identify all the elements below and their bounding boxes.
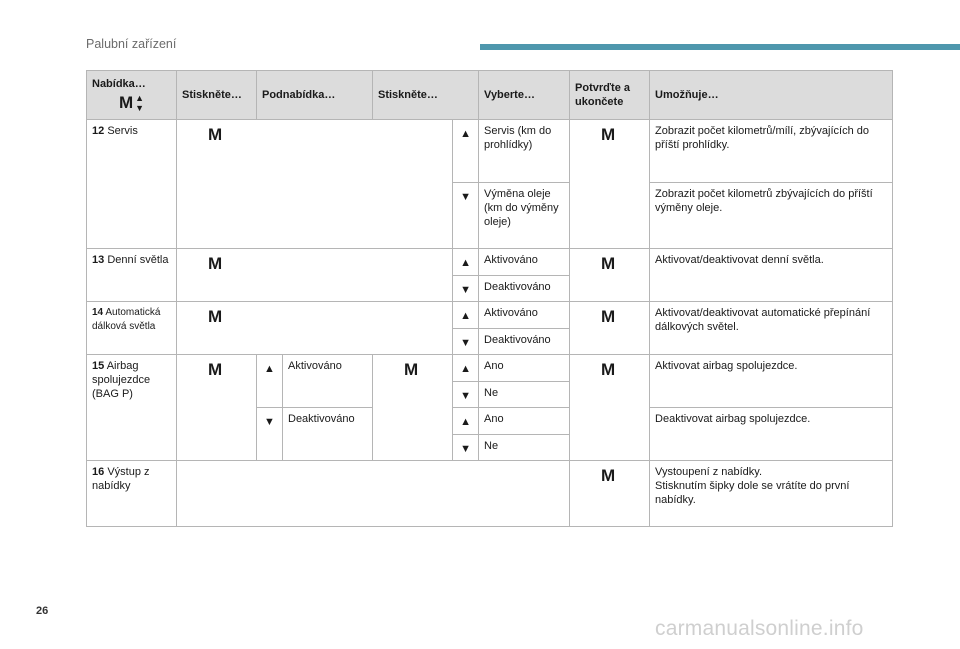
arrow-cell: [257, 355, 283, 408]
arrow-cell: [453, 183, 479, 249]
menu-label: Automatická dálková světla: [92, 307, 161, 332]
header-confirm: Potvrďte a ukončete: [570, 71, 650, 120]
down-arrow-icon: ▼: [135, 103, 145, 113]
menu-number: 15: [92, 360, 105, 372]
table-row: [87, 302, 893, 329]
header-menu-label: Nabídka…: [92, 78, 146, 90]
press-cell: [177, 120, 453, 249]
up-arrow-icon: ▲: [460, 416, 471, 428]
arrow-cell: [453, 435, 479, 461]
description-cell: Aktivovat/deaktivovat denní světla.: [650, 249, 893, 302]
header-accent-bar: [480, 44, 960, 50]
header-press-2: Stiskněte…: [373, 71, 479, 120]
empty-cell: [177, 461, 570, 527]
confirm-cell: [570, 120, 650, 249]
arrow-cell: [453, 276, 479, 302]
menu-cell-denni: [87, 249, 177, 302]
menu-table: [86, 70, 893, 527]
arrow-cell: [257, 408, 283, 461]
submenu-cell: Aktivováno: [283, 355, 373, 408]
description-cell: Deaktivovat airbag spolujezdce.: [650, 408, 893, 461]
confirm-cell: [570, 355, 650, 461]
header-select: Vyberte…: [479, 71, 570, 120]
arrow-cell: [453, 249, 479, 276]
arrow-cell: [453, 120, 479, 183]
down-arrow-icon: ▼: [460, 284, 471, 296]
confirm-cell: [570, 302, 650, 355]
arrow-cell: [453, 355, 479, 382]
menu-label: Airbag spolujezdce (BAG P): [92, 360, 151, 400]
select-cell: Servis (km do prohlídky): [479, 120, 570, 183]
menu-cell-vystup: [87, 461, 177, 527]
menu-label: Servis: [107, 125, 138, 137]
description-cell: Aktivovat/deaktivovat automatické přepínání dálkových světel.: [650, 302, 893, 355]
select-cell: Aktivováno: [479, 302, 570, 329]
press-cell: [177, 302, 453, 355]
m-arrows-icon: [92, 93, 171, 113]
menu-number: 16: [92, 466, 105, 478]
arrow-cell: [453, 329, 479, 355]
arrow-cell: [453, 408, 479, 435]
description-cell: Zobrazit počet kilometrů zbývajících do příští výměny oleje.: [650, 183, 893, 249]
header-menu: [87, 71, 177, 120]
arrow-cell: [453, 382, 479, 408]
description-cell: [650, 461, 893, 527]
down-arrow-icon: ▼: [264, 416, 275, 428]
select-cell: Ne: [479, 435, 570, 461]
press-cell: [177, 355, 257, 461]
menu-number: 12: [92, 125, 105, 137]
header-press-1: Stiskněte…: [177, 71, 257, 120]
table-row: [87, 120, 893, 183]
up-arrow-icon: ▲: [460, 257, 471, 269]
m-key-icon: M: [601, 466, 616, 485]
up-arrow-icon: ▲: [135, 93, 145, 103]
menu-cell-airbag: [87, 355, 177, 461]
m-key-icon: M: [208, 307, 223, 326]
menu-label: Výstup z nabídky: [92, 466, 150, 492]
select-cell: Ano: [479, 408, 570, 435]
select-cell: Ano: [479, 355, 570, 382]
menu-number: 14: [92, 307, 104, 318]
table-row: [87, 355, 893, 382]
menu-number: 13: [92, 254, 105, 266]
m-key-icon: M: [208, 254, 223, 273]
select-cell: Deaktivováno: [479, 276, 570, 302]
menu-cell-dalkova: [87, 302, 177, 355]
description-cell: Aktivovat airbag spolujezdce.: [650, 355, 893, 408]
description-cell: Zobrazit počet kilometrů/mílí, zbývajících do příští prohlídky.: [650, 120, 893, 183]
table-header-row: [87, 71, 893, 120]
confirm-cell: [570, 249, 650, 302]
m-key-icon: M: [601, 125, 616, 144]
select-cell: Ne: [479, 382, 570, 408]
down-arrow-icon: ▼: [460, 191, 471, 203]
press-cell: [373, 355, 453, 461]
table-row: [87, 461, 893, 527]
press-cell: [177, 249, 453, 302]
select-cell: Výměna oleje (km do výměny oleje): [479, 183, 570, 249]
header-allows: Umožňuje…: [650, 71, 893, 120]
table-row: [87, 249, 893, 276]
m-key-icon: M: [601, 360, 616, 379]
down-arrow-icon: ▼: [460, 337, 471, 349]
m-key-icon: M: [208, 125, 223, 144]
watermark: carmanualsonline.info: [655, 617, 864, 640]
m-key-icon: M: [601, 254, 616, 273]
menu-label: Denní světla: [107, 254, 169, 266]
up-arrow-icon: ▲: [460, 310, 471, 322]
page-number: 26: [36, 605, 49, 617]
down-arrow-icon: ▼: [460, 390, 471, 402]
description-line: Vystoupení z nabídky.: [655, 466, 763, 478]
select-cell: Aktivováno: [479, 249, 570, 276]
menu-cell-servis: [87, 120, 177, 249]
description-line: Stisknutím šipky dole se vrátíte do první nabídky.: [655, 480, 850, 506]
up-arrow-icon: ▲: [264, 363, 275, 375]
up-arrow-icon: ▲: [460, 363, 471, 375]
up-arrow-icon: ▲: [460, 128, 471, 140]
select-cell: Deaktivováno: [479, 329, 570, 355]
down-arrow-icon: ▼: [460, 443, 471, 455]
page-section-title: Palubní zařízení: [86, 37, 177, 51]
m-key-icon: M: [601, 307, 616, 326]
m-key-icon: M: [404, 360, 419, 379]
confirm-cell: [570, 461, 650, 527]
m-key-icon: M: [208, 360, 223, 379]
header-submenu: Podnabídka…: [257, 71, 373, 120]
m-key-icon: M: [118, 93, 134, 112]
submenu-cell: Deaktivováno: [283, 408, 373, 461]
arrow-cell: [453, 302, 479, 329]
